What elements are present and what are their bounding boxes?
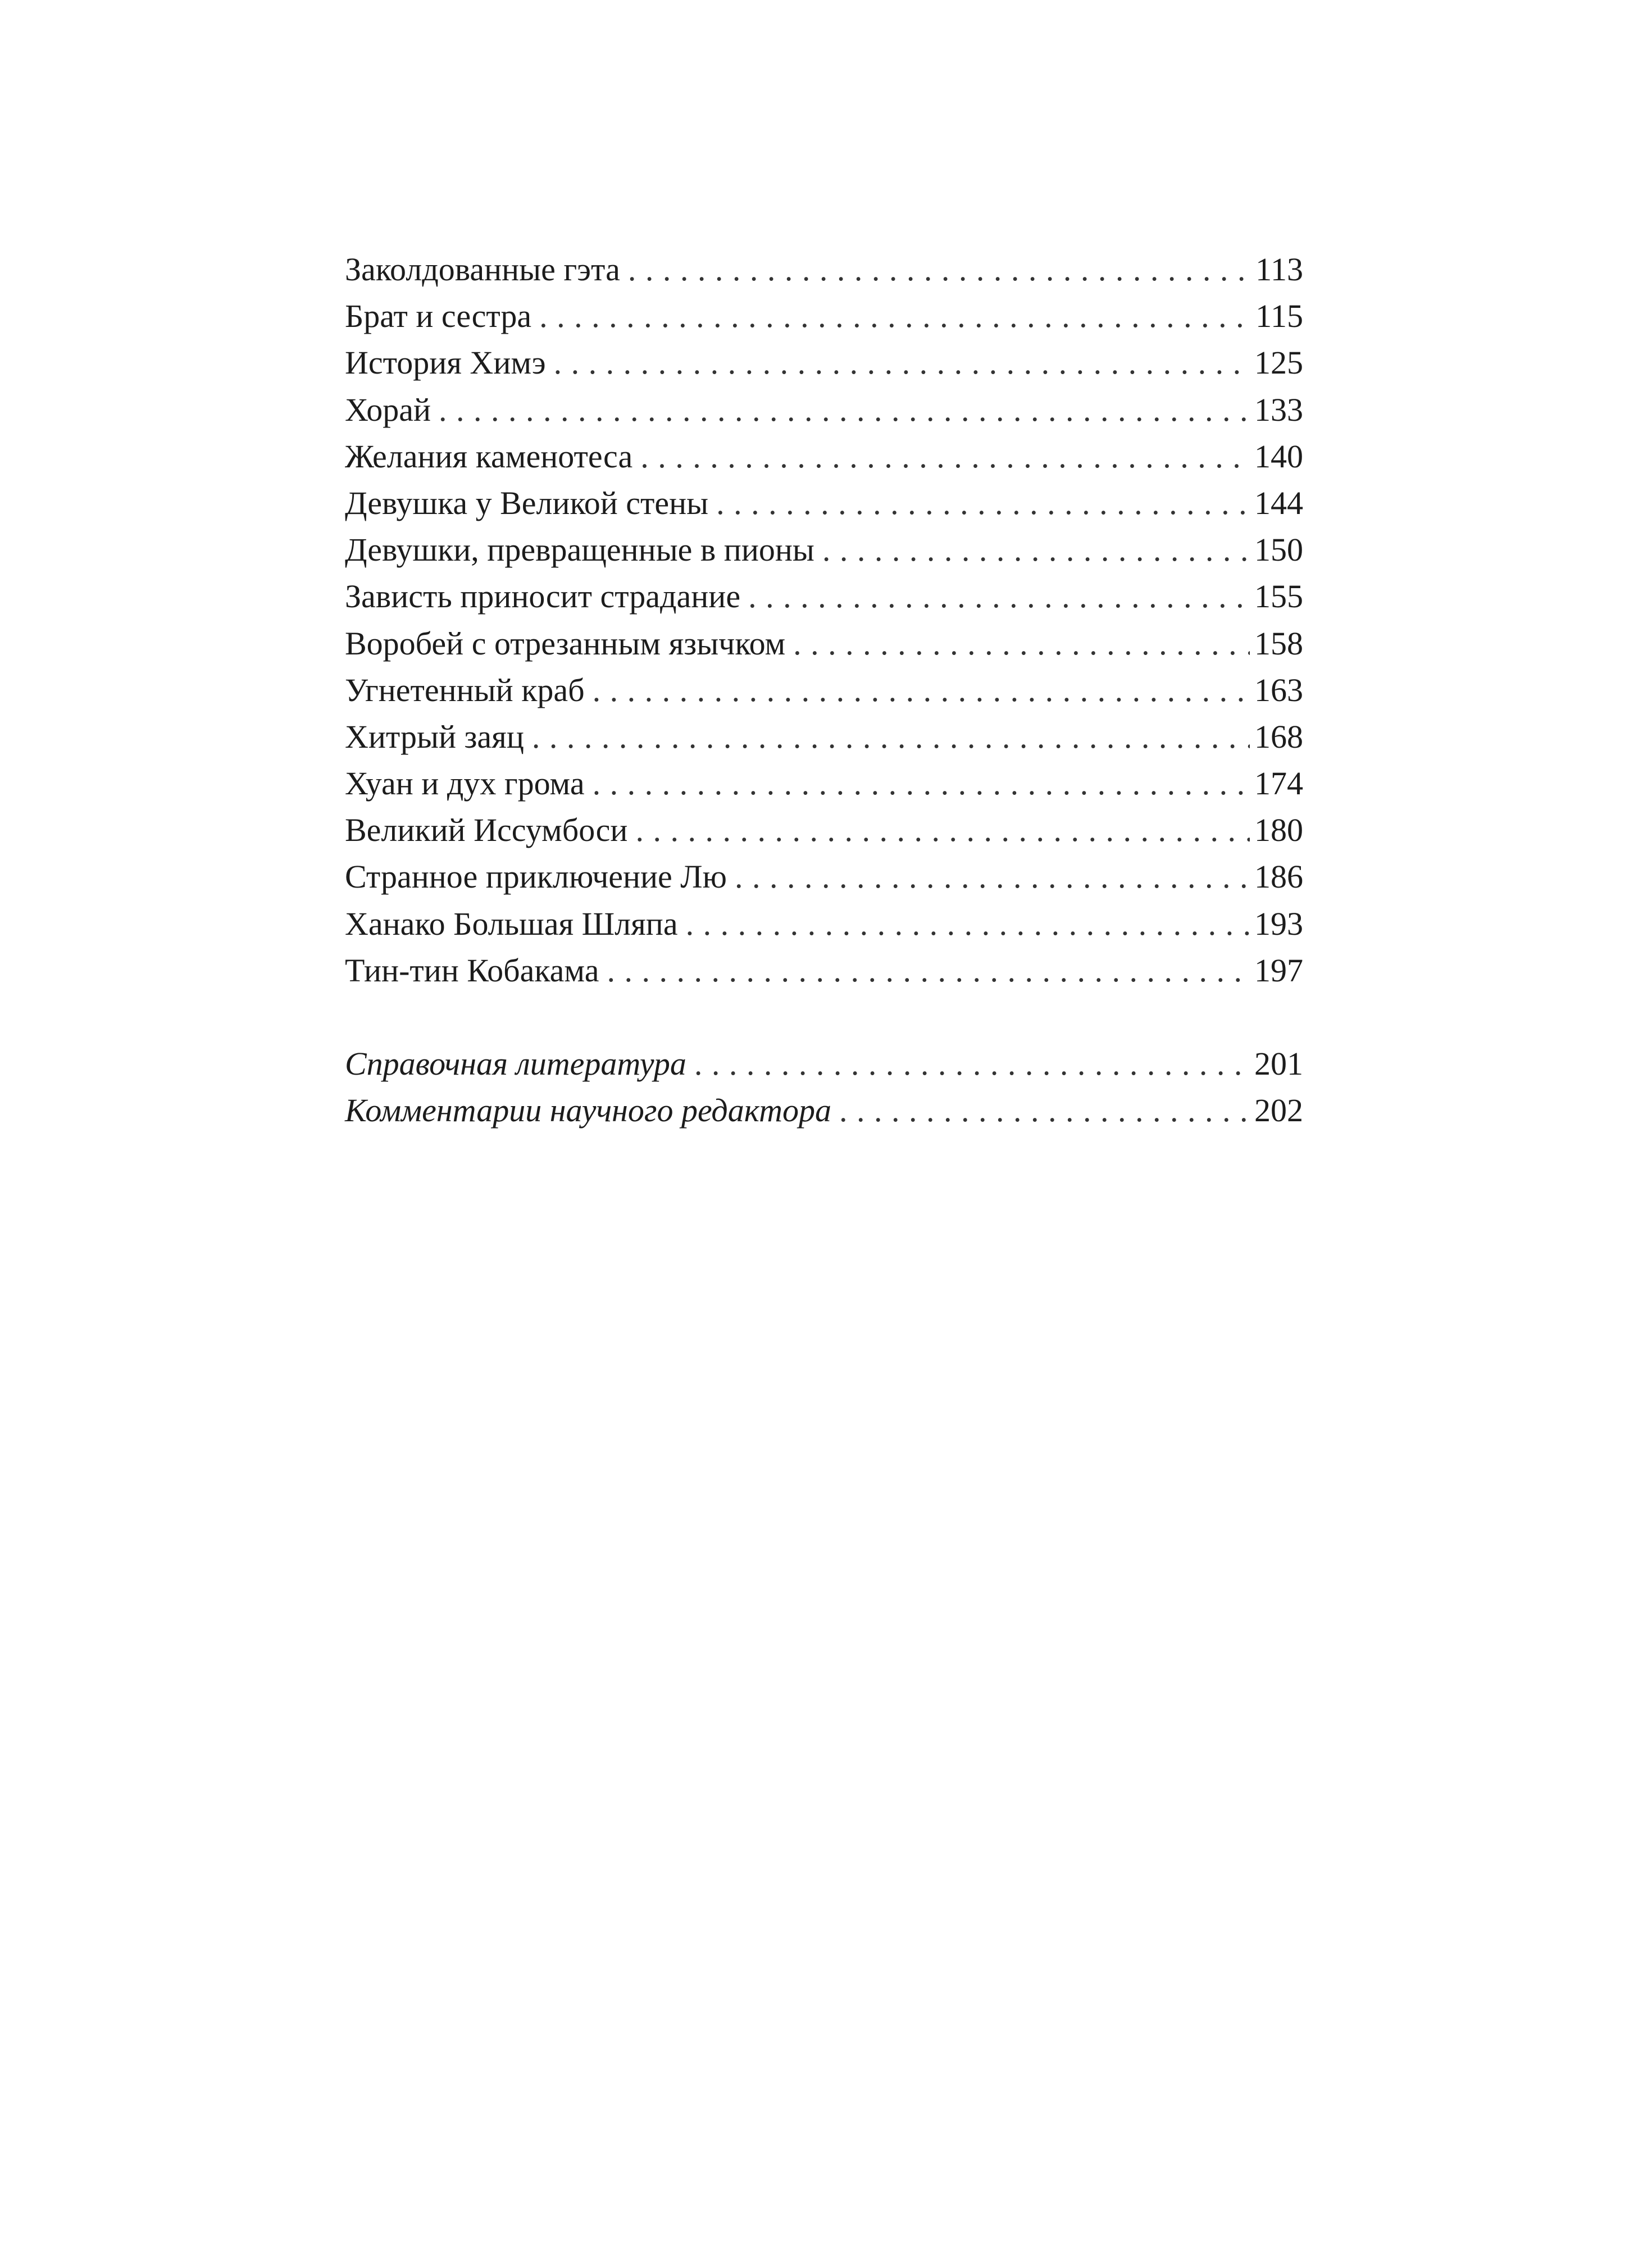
toc-entry-title: Воробей с отрезанным язычком (345, 625, 786, 662)
toc-entry (345, 667, 1303, 713)
toc-entry-page: 140 (1254, 438, 1303, 475)
dot-leader (439, 386, 1250, 433)
dot-leader (593, 760, 1250, 807)
dot-leader (593, 667, 1250, 713)
toc-appendix-list (345, 1040, 1303, 1134)
toc-entry (345, 947, 1303, 994)
toc-entry-page: 144 (1254, 484, 1303, 521)
toc-entry-page: 113 (1255, 251, 1303, 288)
dot-leader (822, 526, 1250, 573)
toc-entry-page: 180 (1254, 812, 1303, 849)
toc-entry-title: Тин-тин Кобакама (345, 952, 599, 989)
toc-entry (345, 713, 1303, 760)
table-of-contents (345, 246, 1303, 1134)
toc-entry-page: 186 (1254, 858, 1303, 895)
toc-entry-page: 197 (1254, 952, 1303, 989)
toc-entry-title: Справочная литература (345, 1045, 686, 1082)
toc-entry (345, 573, 1303, 620)
toc-entry-page: 155 (1254, 578, 1303, 615)
dot-leader (748, 573, 1250, 620)
dot-leader (716, 480, 1250, 526)
toc-entry-title: Странное приключение Лю (345, 858, 727, 895)
toc-entry-title: Хорай (345, 391, 431, 428)
toc-entry-page: 125 (1254, 344, 1303, 381)
toc-entry-title: Девушка у Великой стены (345, 484, 709, 521)
toc-entry-page: 174 (1254, 765, 1303, 802)
dot-leader (607, 947, 1250, 994)
toc-entry-page: 163 (1254, 671, 1303, 708)
dot-leader (628, 246, 1251, 293)
toc-appendix-entry (345, 1087, 1303, 1134)
dot-leader (686, 900, 1250, 947)
toc-main-list (345, 246, 1303, 994)
toc-entry-title: Желания каменотеса (345, 438, 633, 475)
toc-entry-page: 150 (1254, 531, 1303, 568)
toc-entry-title: Зависть приносит страдание (345, 578, 741, 615)
toc-entry (345, 293, 1303, 339)
dot-leader (793, 620, 1250, 667)
toc-entry-page: 201 (1254, 1045, 1303, 1082)
dot-leader (839, 1087, 1250, 1134)
dot-leader (554, 339, 1250, 386)
toc-entry (345, 807, 1303, 853)
toc-entry (345, 900, 1303, 947)
toc-entry-page: 168 (1254, 718, 1303, 755)
toc-entry-title: Ханако Большая Шляпа (345, 905, 678, 942)
toc-entry-title: Заколдованные гэта (345, 251, 620, 288)
toc-entry-title: История Химэ (345, 344, 546, 381)
toc-entry (345, 480, 1303, 526)
toc-entry-page: 202 (1254, 1092, 1303, 1129)
dot-leader (640, 433, 1250, 480)
toc-appendix-entry (345, 1040, 1303, 1087)
dot-leader (735, 853, 1250, 900)
toc-entry-title: Комментарии научного редактора (345, 1092, 831, 1129)
toc-entry-title: Хитрый заяц (345, 718, 524, 755)
toc-entry (345, 339, 1303, 386)
dot-leader (532, 713, 1250, 760)
toc-entry (345, 620, 1303, 667)
toc-entry (345, 853, 1303, 900)
toc-entry-title: Великий Иссумбоси (345, 812, 628, 849)
toc-entry (345, 433, 1303, 480)
toc-entry (345, 386, 1303, 433)
toc-entry-page: 158 (1254, 625, 1303, 662)
toc-entry (345, 246, 1303, 293)
toc-entry-title: Угнетенный краб (345, 671, 585, 708)
dot-leader (694, 1040, 1250, 1087)
toc-entry (345, 760, 1303, 807)
toc-entry-title: Хуан и дух грома (345, 765, 585, 802)
toc-entry (345, 526, 1303, 573)
toc-entry-page: 133 (1254, 391, 1303, 428)
toc-entry-page: 193 (1254, 905, 1303, 942)
dot-leader (635, 807, 1250, 853)
dot-leader (539, 293, 1251, 339)
toc-entry-page: 115 (1255, 298, 1303, 335)
toc-entry-title: Брат и сестра (345, 298, 532, 335)
toc-entry-title: Девушки, превращенные в пионы (345, 531, 814, 568)
